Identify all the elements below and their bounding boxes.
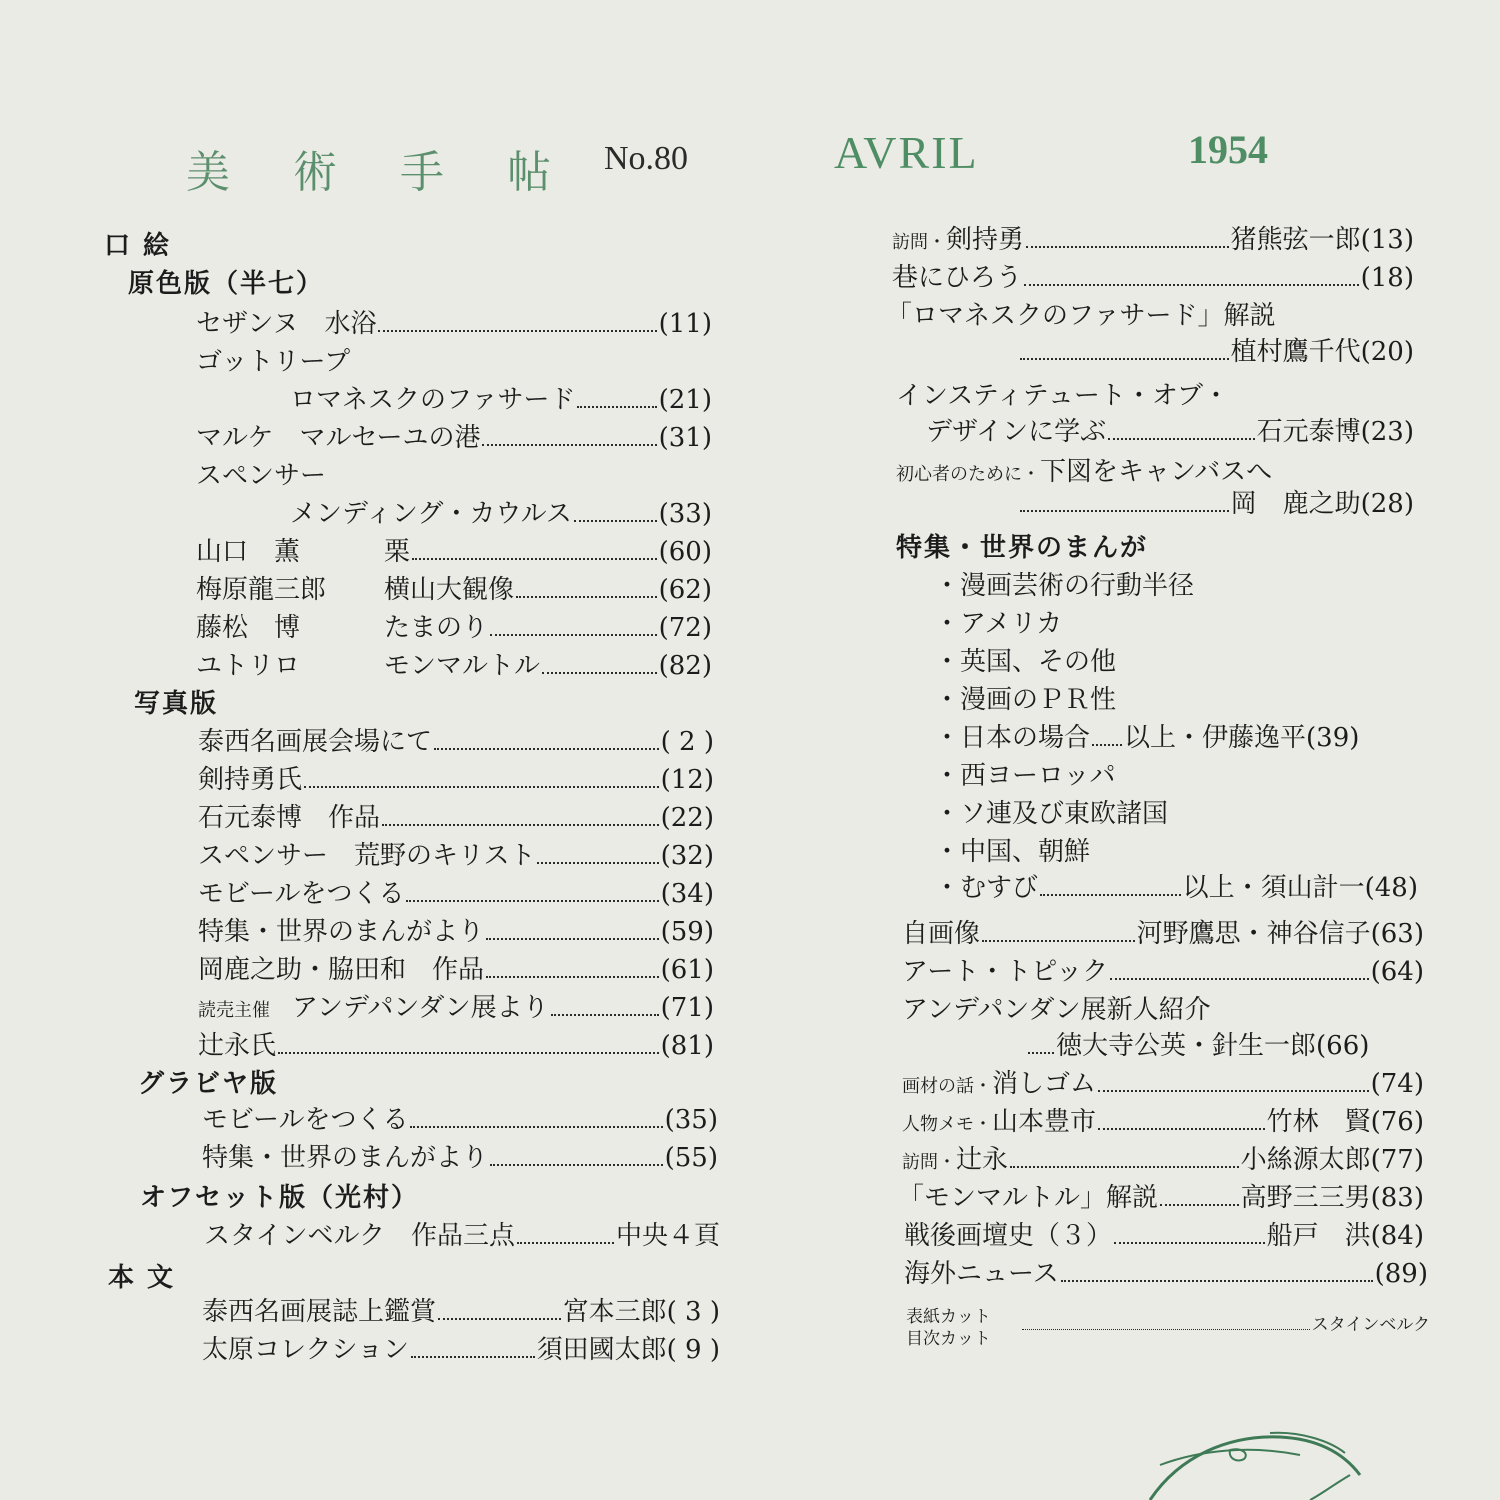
toc-page: (12) xyxy=(660,765,714,795)
toc-label: メンディング・カウルス xyxy=(290,499,572,529)
toc-page: (77) xyxy=(1370,1145,1424,1175)
toc-label: ・西ヨーロッパ xyxy=(934,761,1116,791)
toc-entry xyxy=(198,726,714,758)
toc-page: (31) xyxy=(658,423,712,453)
section-honbun: 本 文 xyxy=(108,1263,176,1293)
toc-label: ・英国、その他 xyxy=(934,647,1117,677)
toc-label: 岡鹿之助・脇田和 作品 xyxy=(198,955,485,985)
toc-page: (61) xyxy=(660,955,714,985)
toc-prefix: 訪問・ xyxy=(902,1152,956,1173)
toc-prefix: 読売主催 xyxy=(198,1000,270,1021)
cover-cut-label: 表紙カット xyxy=(906,1307,991,1327)
toc-label: 山本豊市 xyxy=(992,1107,1097,1137)
toc-page: ( 2 ) xyxy=(660,727,714,757)
toc-entry xyxy=(892,224,1414,259)
toc-entry xyxy=(196,422,712,454)
toc-page: (28) xyxy=(1360,489,1414,519)
toc-label: ・中国、朝鮮 xyxy=(934,837,1091,867)
toc-entry xyxy=(198,992,714,1027)
toc-entry xyxy=(204,1220,720,1252)
toc-label: ・アメリカ xyxy=(934,609,1063,639)
toc-entry xyxy=(1018,488,1414,520)
toc-page: (21) xyxy=(658,385,712,415)
toc-entry xyxy=(926,416,1414,448)
toc-prefix: 訪問・ xyxy=(892,232,946,253)
toc-author: 植村鷹千代 xyxy=(1230,337,1361,367)
toc-page: (35) xyxy=(664,1105,718,1135)
toc-entry xyxy=(904,1220,1424,1252)
toc-page: (59) xyxy=(660,917,714,947)
toc-author: 須田國太郎 xyxy=(536,1335,667,1365)
toc-label: 消しゴム xyxy=(992,1069,1097,1099)
toc-page: (22) xyxy=(660,803,714,833)
toc-entry xyxy=(198,954,714,986)
toc-label: 特集・世界のまんがより xyxy=(202,1143,489,1173)
toc-author: 石元泰博 xyxy=(1256,417,1361,447)
toc-page: (62) xyxy=(658,575,712,605)
section-kuchie: 口 絵 xyxy=(104,231,172,261)
toc-label: デザインに学ぶ xyxy=(926,417,1107,447)
toc-page: (66) xyxy=(1316,1031,1370,1061)
toc-page: (72) xyxy=(658,613,712,643)
toc-page: (32) xyxy=(660,841,714,871)
toc-page: (23) xyxy=(1360,417,1414,447)
toc-entry xyxy=(1018,336,1414,368)
toc-page: (33) xyxy=(658,499,712,529)
issue-number: No.80 xyxy=(604,140,689,177)
toc-author: 小絲源太郎 xyxy=(1240,1145,1371,1175)
toc-label: アート・トピック xyxy=(902,957,1109,987)
toc-artist: スペンサー xyxy=(196,461,327,491)
toc-label: モビールをつくる xyxy=(198,879,405,909)
toc-label: ・漫画芸術の行動半径 xyxy=(934,571,1195,601)
toc-entry xyxy=(198,764,714,796)
toc-page: (64) xyxy=(1370,957,1424,987)
toc-label: モンマルトル xyxy=(384,651,541,681)
toc-entry xyxy=(198,916,714,948)
toc-page: (74) xyxy=(1370,1069,1424,1099)
toc-artist: ユトリロ xyxy=(196,651,301,681)
toc-page: (20) xyxy=(1360,337,1414,367)
toc-page: ( 3 ) xyxy=(666,1297,720,1327)
subsection-genshoku: 原色版（半七） xyxy=(128,269,325,299)
toc-page: (55) xyxy=(664,1143,718,1173)
toc-artist: 梅原龍三郎 xyxy=(196,575,327,605)
toc-label: 剣持勇 xyxy=(946,225,1025,255)
toc-entry xyxy=(934,722,1418,754)
toc-entry xyxy=(934,872,1418,904)
toc-label: スタインベルク 作品三点 xyxy=(204,1221,515,1251)
toc-author: 竹林 賢 xyxy=(1266,1107,1371,1137)
toc-entry xyxy=(290,384,712,416)
toc-page: (83) xyxy=(1370,1183,1424,1213)
toc-page: (18) xyxy=(1360,263,1414,293)
toc-label: 「モンマルトル」解説 xyxy=(898,1183,1159,1213)
toc-page: 中央４頁 xyxy=(615,1221,720,1251)
toc-entry xyxy=(196,574,712,606)
toc-page: (48) xyxy=(1364,873,1418,903)
toc-label: 自画像 xyxy=(902,919,981,949)
toc-label: スペンサー 荒野のキリスト xyxy=(198,841,536,871)
toc-page: (39) xyxy=(1306,723,1360,753)
toc-author: 宮本三郎 xyxy=(562,1297,667,1327)
subsection-shashin: 写真版 xyxy=(134,689,219,719)
cut-credit xyxy=(1020,1314,1430,1336)
toc-page: (11) xyxy=(658,309,712,339)
toc-prefix: 画材の話・ xyxy=(902,1076,992,1097)
toc-label: マルケ マルセーユの港 xyxy=(196,423,481,453)
toc-page: (13) xyxy=(1360,225,1414,255)
toc-entry xyxy=(198,802,714,834)
toc-author: 河野鷹思・神谷信子 xyxy=(1136,919,1371,949)
toc-entry xyxy=(202,1334,720,1366)
toc-author: 徳大寺公英・針生一郎 xyxy=(1056,1031,1317,1061)
toc-entry xyxy=(196,308,712,340)
toc-entry xyxy=(892,262,1414,294)
toc-artist: ゴットリープ xyxy=(196,347,351,377)
toc-label: たまのり xyxy=(384,613,489,643)
toc-entry xyxy=(196,612,712,644)
toc-entry xyxy=(290,498,712,530)
toc-author: 以上・伊藤逸平 xyxy=(1124,723,1307,753)
toc-page: (81) xyxy=(660,1031,714,1061)
toc-author: 船戸 洪 xyxy=(1266,1221,1371,1251)
toc-entry xyxy=(198,1030,714,1062)
magazine-title: 美 術 手 帖 xyxy=(186,148,577,197)
toc-label: ・漫画のＰＲ性 xyxy=(934,685,1117,715)
toc-entry xyxy=(902,1144,1424,1179)
toc-page: (82) xyxy=(658,651,712,681)
toc-prefix: 初心者のために・ xyxy=(896,464,1040,485)
toc-label: ・ソ連及び東欧諸国 xyxy=(934,799,1169,829)
illustration-drawing xyxy=(0,1395,1500,1500)
toc-page: (63) xyxy=(1370,919,1424,949)
toc-author: 以上・須山計一 xyxy=(1182,873,1365,903)
cut-artist: スタインベルク xyxy=(1311,1315,1430,1335)
toc-entry xyxy=(898,1182,1424,1214)
toc-page: (76) xyxy=(1370,1107,1424,1137)
toc-label: 剣持勇氏 xyxy=(198,765,303,795)
toc-label: モビールをつくる xyxy=(202,1105,409,1135)
toc-entry xyxy=(896,456,1272,491)
toc-prefix: 人物メモ・ xyxy=(902,1114,992,1135)
toc-entry xyxy=(198,878,714,910)
toc-label: アンデパンダン展新人紹介 xyxy=(902,995,1211,1025)
toc-label: 横山大観像 xyxy=(384,575,515,605)
toc-page: (89) xyxy=(1374,1259,1428,1289)
toc-page: (84) xyxy=(1370,1221,1424,1251)
toc-page: (34) xyxy=(660,879,714,909)
toc-label: 巷にひろう xyxy=(892,263,1023,293)
toc-label: 泰西名画展誌上鑑賞 xyxy=(202,1297,437,1327)
toc-artist: 藤松 博 xyxy=(196,613,301,643)
toc-entry xyxy=(902,1106,1424,1141)
toc-author: 岡 鹿之助 xyxy=(1230,489,1361,519)
toc-page: (71) xyxy=(660,993,714,1023)
toc-cut-label: 目次カット xyxy=(906,1329,991,1349)
issue-month: AVRIL xyxy=(834,127,979,178)
toc-entry xyxy=(196,536,712,568)
toc-label: ・むすび xyxy=(934,873,1039,903)
toc-author: 高野三三男 xyxy=(1240,1183,1371,1213)
toc-entry xyxy=(902,1068,1424,1103)
toc-label: ・日本の場合 xyxy=(934,723,1091,753)
subsection-offset: オフセット版（光村） xyxy=(140,1183,419,1213)
toc-label: 石元泰博 作品 xyxy=(198,803,381,833)
toc-label: セザンヌ 水浴 xyxy=(196,309,377,339)
toc-entry xyxy=(198,840,714,872)
toc-entry xyxy=(902,956,1424,988)
toc-label: 太原コレクション xyxy=(202,1335,409,1365)
toc-label: インスティテュート・オブ・ xyxy=(896,381,1230,411)
toc-entry xyxy=(202,1296,720,1328)
toc-entry xyxy=(202,1104,718,1136)
toc-entry xyxy=(904,1258,1428,1290)
section-tokushu: 特集・世界のまんが xyxy=(896,533,1149,563)
toc-author: 猪熊弦一郎 xyxy=(1230,225,1361,255)
toc-page: (60) xyxy=(658,537,712,567)
toc-label: 栗 xyxy=(384,537,411,567)
toc-entry xyxy=(902,918,1424,950)
toc-label: 戦後画壇史（３） xyxy=(904,1221,1113,1251)
toc-artist: 山口 薫 xyxy=(196,537,301,567)
toc-label: 辻永氏 xyxy=(198,1031,277,1061)
toc-entry xyxy=(202,1142,718,1174)
toc-label: ロマネスクのファサード xyxy=(290,385,576,415)
toc-entry xyxy=(196,650,712,682)
toc-label: 辻永 xyxy=(956,1145,1009,1175)
toc-label: 下図をキャンバスへ xyxy=(1040,457,1273,487)
toc-label: アンデパンダン展より xyxy=(292,993,549,1023)
toc-entry xyxy=(1026,1030,1424,1062)
toc-label: 特集・世界のまんがより xyxy=(198,917,485,947)
subsection-gravure: グラビヤ版 xyxy=(138,1069,279,1099)
issue-year: 1954 xyxy=(1188,127,1268,172)
toc-label: 「ロマネスクのファサード」解説 xyxy=(886,301,1276,331)
toc-page: ( 9 ) xyxy=(666,1335,720,1365)
toc-label: 海外ニュース xyxy=(904,1259,1059,1289)
toc-label: 泰西名画展会場にて xyxy=(198,727,433,757)
